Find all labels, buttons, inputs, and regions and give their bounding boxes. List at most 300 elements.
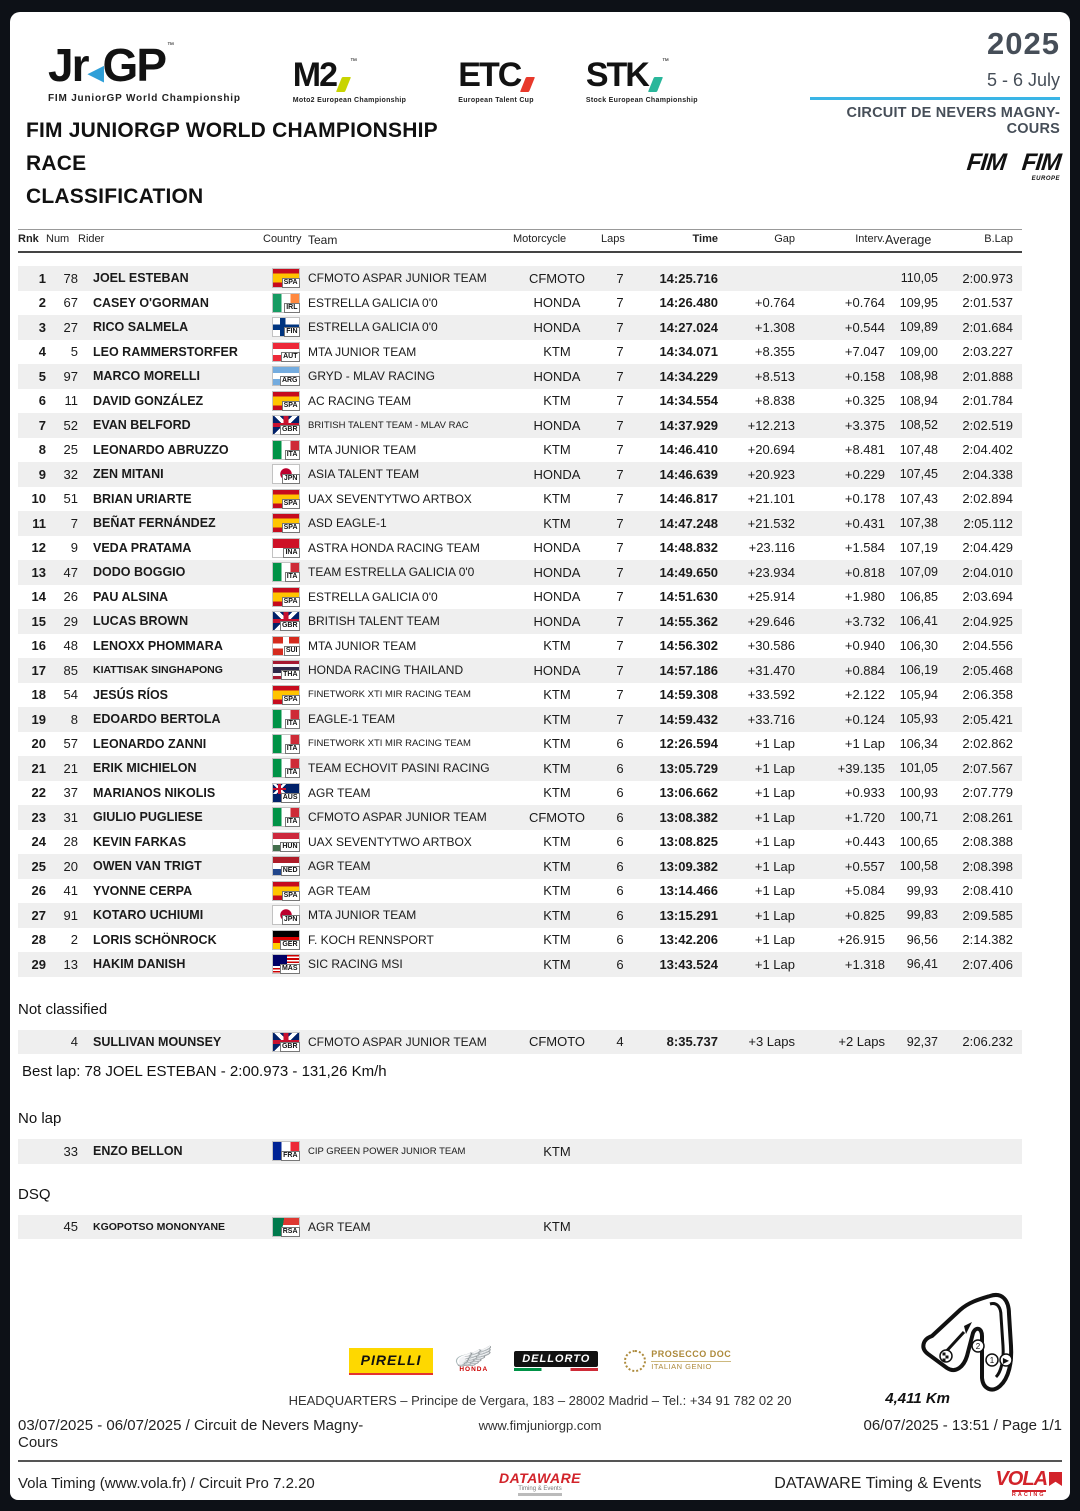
- cell-time: 14:55.362: [659, 613, 718, 629]
- flag-ina-icon: INA: [272, 538, 300, 558]
- cell-rider: LEO RAMMERSTORFER: [93, 344, 238, 359]
- cell-moto: KTM: [543, 858, 571, 874]
- cell-laps: 7: [616, 344, 624, 360]
- cell-rnk: 20: [31, 736, 46, 752]
- cell-country: [263, 856, 308, 876]
- cell-avg: 106,85: [899, 589, 938, 604]
- cell-moto: HONDA: [533, 295, 581, 311]
- cell-laps: 7: [616, 491, 624, 507]
- cell-moto: CFMOTO: [528, 1034, 586, 1050]
- cell-interv: +0.229: [844, 466, 885, 482]
- cell-rider: JOEL ESTEBAN: [93, 271, 189, 286]
- cell-num: 51: [63, 491, 78, 507]
- cell-gap: +29.646: [747, 613, 795, 629]
- cell-gap: +30.586: [747, 638, 795, 654]
- cell-moto: KTM: [543, 442, 571, 458]
- cell-moto: CFMOTO: [528, 270, 586, 286]
- flag-ita-icon: ITA: [272, 734, 300, 754]
- no-lap-label: No lap: [18, 1110, 62, 1127]
- flag-spa-icon: SPA: [272, 489, 300, 509]
- column-header-country: Country: [263, 233, 302, 245]
- cell-team: GRYD - MLAV RACING: [308, 369, 435, 384]
- cell-team: UAX SEVENTYTWO ARTBOX: [308, 834, 472, 849]
- cell-moto: KTM: [543, 834, 571, 850]
- cell-rider: DODO BOGGIO: [93, 565, 186, 580]
- cell-blap: 2:02.894: [962, 491, 1013, 507]
- cell-blap: 2:08.261: [962, 809, 1013, 825]
- flag-irl-icon: IRL: [272, 293, 300, 313]
- column-header-blap: B.Lap: [984, 233, 1013, 245]
- cell-rider: KIATTISAK SINGHAPONG: [93, 664, 223, 677]
- cell-rnk: 6: [38, 393, 46, 409]
- table-row: [18, 928, 1022, 953]
- cell-avg: 107,48: [899, 442, 938, 457]
- cell-interv: +5.084: [844, 883, 885, 899]
- cell-laps: 6: [616, 809, 624, 825]
- cell-gap: +23.116: [748, 540, 795, 556]
- jrgp-blue-accent-icon: ◂: [88, 56, 102, 89]
- cell-country: [263, 636, 308, 656]
- cell-rnk: 21: [31, 760, 46, 776]
- cell-team: MTA JUNIOR TEAM: [308, 442, 417, 457]
- cell-blap: 2:01.888: [962, 368, 1013, 384]
- stk-accent-icon: [648, 77, 663, 92]
- cell-laps: 7: [616, 417, 624, 433]
- not-classified-rows: [18, 1030, 1062, 1055]
- document-type-title: CLASSIFICATION: [26, 185, 204, 208]
- cell-team: AC RACING TEAM: [308, 393, 412, 408]
- cell-num: 33: [63, 1143, 78, 1159]
- stk-logo-subtitle: Stock European Championship: [585, 97, 698, 104]
- cell-laps: 7: [616, 613, 624, 629]
- cell-num: 47: [63, 564, 78, 580]
- column-header-time: Time: [692, 233, 718, 245]
- cell-country: [263, 587, 308, 607]
- cell-num: 91: [63, 907, 78, 923]
- cell-blap: 2:08.398: [962, 858, 1013, 874]
- cell-blap: 2:05.421: [962, 711, 1013, 727]
- table-row: [18, 707, 1022, 732]
- cell-team: CFMOTO ASPAR JUNIOR TEAM: [308, 1034, 487, 1049]
- cell-interv: +0.124: [844, 711, 885, 727]
- circuit-name: CIRCUIT DE NEVERS MAGNY-COURS: [846, 105, 1060, 137]
- cell-avg: 92,37: [906, 1034, 938, 1049]
- table-row: [18, 683, 1022, 708]
- m2-logo: M2 ™ Moto2 European Championship: [292, 56, 407, 104]
- flag-ita-icon: ITA: [272, 440, 300, 460]
- cell-rider: RICO SALMELA: [93, 320, 189, 335]
- cell-blap: 2:08.388: [962, 834, 1013, 850]
- table-row: [18, 634, 1022, 659]
- cell-gap: +20.694: [747, 442, 795, 458]
- table-row: [18, 413, 1022, 438]
- cell-country: [263, 954, 308, 974]
- cell-laps: 6: [616, 736, 624, 752]
- cell-team: CFMOTO ASPAR JUNIOR TEAM: [308, 271, 487, 286]
- table-row: [18, 609, 1022, 634]
- cell-rider: MARIANOS NIKOLIS: [93, 785, 216, 800]
- flag-fra-icon: FRA: [272, 1141, 300, 1161]
- cell-interv: +0.933: [844, 785, 885, 801]
- cell-time: 14:59.432: [659, 711, 718, 727]
- cell-num: 26: [63, 589, 78, 605]
- cell-interv: +0.940: [844, 638, 885, 654]
- cell-blap: 2:00.973: [962, 270, 1013, 286]
- cell-time: 13:08.382: [659, 809, 718, 825]
- cell-interv: +0.431: [844, 515, 885, 531]
- cell-gap: +1 Lap: [754, 785, 795, 801]
- cell-gap: +1 Lap: [754, 760, 795, 776]
- cell-avg: 107,45: [899, 467, 938, 482]
- cell-num: 13: [63, 956, 78, 972]
- sponsor-logos: [18, 1343, 1062, 1379]
- table-row: [18, 805, 1022, 830]
- cell-laps: 6: [616, 907, 624, 923]
- cell-interv: +0.557: [844, 858, 885, 874]
- cell-interv: +0.764: [844, 295, 885, 311]
- cell-blap: 2:03.227: [962, 344, 1013, 360]
- cell-rnk: 28: [31, 932, 46, 948]
- cell-blap: 2:04.429: [962, 540, 1013, 556]
- cell-blap: 2:07.406: [962, 956, 1013, 972]
- cell-gap: +1 Lap: [754, 858, 795, 874]
- cell-num: 31: [63, 809, 78, 825]
- cell-rider: CASEY O'GORMAN: [93, 295, 209, 310]
- fim-europe-logo: FIM EUROPE: [1020, 149, 1062, 182]
- session-title: RACE: [26, 152, 87, 175]
- cell-team: F. KOCH RENNSPORT: [308, 932, 434, 947]
- cell-country: [263, 440, 308, 460]
- cell-blap: 2:02.519: [962, 417, 1013, 433]
- cell-time: 14:51.630: [659, 589, 718, 605]
- table-row: [18, 340, 1022, 365]
- cell-interv: +3.732: [844, 613, 885, 629]
- jrgp-logo: Jr ◂ GP ™ FIM JuniorGP World Championship: [48, 39, 241, 104]
- cell-gap: +33.592: [747, 687, 795, 703]
- cell-blap: 2:08.410: [962, 883, 1013, 899]
- table-row: [18, 830, 1022, 855]
- column-header-gap: Gap: [774, 233, 795, 245]
- cell-gap: +23.934: [747, 564, 795, 580]
- event-dates-circuit: 03/07/2025 - 06/07/2025 / Circuit de Nevers Magny-Cours: [18, 1417, 364, 1451]
- cell-team: EAGLE-1 TEAM: [308, 712, 396, 727]
- cell-moto: HONDA: [533, 319, 581, 335]
- cell-team: ASIA TALENT TEAM: [308, 467, 420, 482]
- cell-num: 20: [63, 858, 78, 874]
- cell-country: [263, 709, 308, 729]
- document-title-block: [26, 114, 698, 213]
- cell-avg: 100,58: [899, 859, 938, 874]
- cell-country: [263, 758, 308, 778]
- cell-interv: +0.325: [844, 393, 885, 409]
- cell-team: TEAM ECHOVIT PASINI RACING: [308, 761, 490, 776]
- cell-rnk: 17: [31, 662, 46, 678]
- cell-moto: KTM: [543, 711, 571, 727]
- cell-gap: +1 Lap: [754, 883, 795, 899]
- cell-avg: 109,89: [899, 320, 938, 335]
- cell-laps: 7: [616, 295, 624, 311]
- cell-avg: 107,09: [899, 565, 938, 580]
- cell-num: 97: [63, 368, 78, 384]
- stk-logo: STK ™ Stock European Championship: [585, 56, 698, 104]
- cell-rider: EDOARDO BERTOLA: [93, 712, 221, 727]
- cell-avg: 100,71: [899, 810, 938, 825]
- best-lap-line: Best lap: 78 JOEL ESTEBAN - 2:00.973 - 131,26 Km/h: [22, 1063, 387, 1080]
- m2-logo-subtitle: Moto2 European Championship: [292, 97, 407, 104]
- cell-team: FINETWORK XTI MIR RACING TEAM: [308, 738, 471, 750]
- cell-rnk: 3: [38, 319, 46, 335]
- prosecco-logo: PROSECCO DOC ITALIAN GENIO: [624, 1350, 731, 1372]
- cell-rider: EVAN BELFORD: [93, 418, 191, 433]
- cell-country: [263, 1217, 308, 1237]
- etc-logo-subtitle: European Talent Cup: [458, 97, 534, 104]
- footer-divider: [18, 1460, 1062, 1462]
- cell-num: 4: [70, 1034, 78, 1050]
- cell-laps: 6: [616, 760, 624, 776]
- cell-time: 14:48.832: [659, 540, 718, 556]
- cell-blap: 2:04.338: [962, 466, 1013, 482]
- cell-moto: HONDA: [533, 613, 581, 629]
- cell-moto: HONDA: [533, 368, 581, 384]
- cell-laps: 7: [616, 393, 624, 409]
- cell-gap: +33.716: [747, 711, 795, 727]
- website-link[interactable]: www.fimjuniorgp.com: [478, 1418, 602, 1433]
- cell-blap: 2:07.779: [962, 785, 1013, 801]
- cell-country: [263, 464, 308, 484]
- cell-gap: +21.532: [747, 515, 795, 531]
- cell-rider: HAKIM DANISH: [93, 957, 186, 972]
- cell-time: 14:49.650: [659, 564, 718, 580]
- cell-gap: +8.838: [754, 393, 795, 409]
- flag-spa-icon: SPA: [272, 391, 300, 411]
- flag-jpn-icon: JPN: [272, 464, 300, 484]
- table-body: [18, 253, 1062, 977]
- flag-rsa-icon: RSA: [272, 1217, 300, 1237]
- cell-interv: +0.884: [844, 662, 885, 678]
- cell-time: 13:06.662: [659, 785, 718, 801]
- cell-num: 52: [63, 417, 78, 433]
- headquarters-line: HEADQUARTERS – Principe de Vergara, 183 – 28002 Madrid – Tel.: +34 91 782 02 20: [288, 1393, 792, 1408]
- cell-avg: 100,65: [899, 834, 938, 849]
- cell-rider: KGOPOTSO MONONYANE: [93, 1220, 226, 1233]
- cell-laps: 7: [616, 270, 624, 286]
- cell-country: [263, 513, 308, 533]
- table-row: [18, 756, 1022, 781]
- cell-team: TEAM ESTRELLA GALICIA 0'0: [308, 565, 475, 580]
- cell-gap: +1 Lap: [754, 736, 795, 752]
- cell-gap: +1 Lap: [754, 834, 795, 850]
- cell-laps: 7: [616, 319, 624, 335]
- cell-avg: 105,94: [899, 687, 938, 702]
- cell-blap: 2:06.358: [962, 687, 1013, 703]
- table-row: [18, 1030, 1022, 1055]
- cell-team: HONDA RACING THAILAND: [308, 663, 464, 678]
- cell-laps: 7: [616, 564, 624, 580]
- cell-gap: +1 Lap: [754, 907, 795, 923]
- table-row: [18, 952, 1022, 977]
- cell-time: 14:56.302: [659, 638, 718, 654]
- cell-country: [263, 538, 308, 558]
- cell-team: AGR TEAM: [308, 785, 371, 800]
- cell-country: [263, 832, 308, 852]
- cell-rider: MARCO MORELLI: [93, 369, 200, 384]
- cell-moto: HONDA: [533, 417, 581, 433]
- cell-blap: 2:02.862: [962, 736, 1013, 752]
- print-info: 06/07/2025 - 13:51 / Page 1/1: [863, 1417, 1062, 1434]
- cell-interv: +2.122: [844, 687, 885, 703]
- cell-gap: +3 Laps: [748, 1034, 795, 1050]
- table-row: [18, 560, 1022, 585]
- cell-num: 85: [63, 662, 78, 678]
- table-row: [18, 364, 1022, 389]
- cell-num: 27: [63, 319, 78, 335]
- cell-laps: 7: [616, 589, 624, 605]
- cell-gap: +31.470: [747, 662, 795, 678]
- svg-text:▶: ▶: [1002, 1356, 1010, 1365]
- cell-rnk: 8: [38, 442, 46, 458]
- cell-rider: LORIS SCHÖNROCK: [93, 932, 217, 947]
- flag-spa-icon: SPA: [272, 513, 300, 533]
- cell-avg: 107,43: [899, 491, 938, 506]
- etc-accent-icon: [520, 77, 535, 92]
- cell-laps: 7: [616, 466, 624, 482]
- table-row: [18, 266, 1022, 291]
- cell-interv: +0.443: [844, 834, 885, 850]
- cell-rnk: 15: [31, 613, 46, 629]
- table-row: [18, 438, 1022, 463]
- cell-moto: KTM: [543, 638, 571, 654]
- cell-country: [263, 415, 308, 435]
- cell-avg: 109,00: [899, 344, 938, 359]
- cell-avg: 96,56: [906, 932, 938, 947]
- cell-team: AGR TEAM: [308, 859, 371, 874]
- cell-blap: 2:14.382: [962, 932, 1013, 948]
- cell-rnk: 25: [31, 858, 46, 874]
- cell-avg: 108,94: [899, 393, 938, 408]
- cell-time: 12:26.594: [659, 736, 718, 752]
- cell-gap: +20.923: [747, 466, 795, 482]
- cell-avg: 99,93: [906, 883, 938, 898]
- flag-gbr-icon: GBR: [272, 1032, 300, 1052]
- cell-gap: +0.764: [754, 295, 795, 311]
- table-row: [18, 1215, 1022, 1240]
- cell-blap: 2:05.112: [963, 515, 1013, 531]
- cell-interv: +1.720: [844, 809, 885, 825]
- flag-spa-icon: SPA: [272, 685, 300, 705]
- cell-country: [263, 783, 308, 803]
- cell-country: [263, 734, 308, 754]
- honda-wing-icon: 🪽: [453, 1345, 494, 1368]
- cell-rider: BEÑAT FERNÁNDEZ: [93, 516, 216, 531]
- cell-gap: +1 Lap: [754, 809, 795, 825]
- column-header-rnk: Rnk: [18, 233, 39, 245]
- cell-country: [263, 807, 308, 827]
- table-row: [18, 879, 1022, 904]
- cell-country: [263, 611, 308, 631]
- cell-team: MTA JUNIOR TEAM: [308, 638, 417, 653]
- cell-gap: +1 Lap: [754, 956, 795, 972]
- cell-avg: 107,19: [899, 540, 938, 555]
- cell-rider: JESÚS RÍOS: [93, 687, 169, 702]
- cell-moto: KTM: [543, 515, 571, 531]
- column-header-rider: Rider: [78, 233, 105, 245]
- cell-rnk: 19: [31, 711, 46, 727]
- cell-laps: 6: [616, 858, 624, 874]
- cell-time: 13:43.524: [659, 956, 718, 972]
- cell-num: 67: [63, 295, 78, 311]
- cell-moto: KTM: [543, 760, 571, 776]
- cell-interv: +0.818: [844, 564, 885, 580]
- vola-timing-line: Vola Timing (www.vola.fr) / Circuit Pro 7.2.20: [18, 1475, 315, 1493]
- flag-gbr-icon: GBR: [272, 415, 300, 435]
- cell-num: 45: [63, 1219, 78, 1235]
- cell-interv: +7.047: [844, 344, 885, 360]
- cell-rider: DAVID GONZÁLEZ: [93, 393, 204, 408]
- cell-num: 9: [70, 540, 78, 556]
- prosecco-medal-icon: [624, 1350, 646, 1372]
- not-classified-label: Not classified: [18, 1000, 108, 1018]
- flag-hun-icon: HUN: [272, 832, 300, 852]
- column-header-average: Average: [885, 233, 932, 247]
- column-header-num: Num: [46, 233, 70, 245]
- cell-avg: 100,93: [899, 785, 938, 800]
- cell-team: BRITISH TALENT TEAM - MLAV RAC: [308, 419, 469, 431]
- cell-rnk: 14: [31, 589, 46, 605]
- cell-rnk: 18: [31, 687, 46, 703]
- cell-laps: 7: [616, 442, 624, 458]
- cell-time: 14:46.817: [659, 491, 718, 507]
- cell-country: [263, 660, 308, 680]
- cell-team: FINETWORK XTI MIR RACING TEAM: [308, 689, 471, 701]
- cell-country: [263, 489, 308, 509]
- cell-rider: KOTARO UCHIUMI: [93, 908, 204, 923]
- event-meta: [810, 12, 1062, 213]
- cell-rider: BRIAN URIARTE: [93, 491, 192, 506]
- cell-team: MTA JUNIOR TEAM: [308, 344, 417, 359]
- cell-num: 8: [70, 711, 78, 727]
- cell-team: AGR TEAM: [308, 1219, 371, 1234]
- flag-ita-icon: ITA: [272, 758, 300, 778]
- flag-jpn-icon: JPN: [272, 905, 300, 925]
- cell-laps: 7: [616, 638, 624, 654]
- vola-logo: VOLA RACING: [995, 1469, 1062, 1499]
- cell-interv: +1.980: [844, 589, 885, 605]
- cell-num: 21: [63, 760, 78, 776]
- cell-moto: HONDA: [533, 540, 581, 556]
- cell-team: ASTRA HONDA RACING TEAM: [308, 540, 480, 555]
- cell-gap: +12.213: [747, 417, 795, 433]
- cell-laps: 6: [616, 785, 624, 801]
- cell-time: 14:26.480: [659, 295, 718, 311]
- cell-rider: LEONARDO ABRUZZO: [93, 442, 229, 457]
- cell-time: 13:42.206: [659, 932, 718, 948]
- cell-time: 14:34.071: [659, 344, 718, 360]
- cell-rider: GIULIO PUGLIESE: [93, 810, 203, 825]
- flag-spa-icon: SPA: [272, 268, 300, 288]
- cell-interv: +2 Laps: [838, 1034, 885, 1050]
- flag-spa-icon: SPA: [272, 881, 300, 901]
- cell-moto: KTM: [543, 393, 571, 409]
- table-row: [18, 658, 1022, 683]
- cell-blap: 2:04.925: [962, 613, 1013, 629]
- cell-rnk: 2: [38, 295, 46, 311]
- honda-logo: 🪽 HONDA: [453, 1345, 494, 1373]
- cell-team: ESTRELLA GALICIA 0'0: [308, 320, 438, 335]
- cell-moto: KTM: [543, 687, 571, 703]
- cell-avg: 106,41: [899, 614, 938, 629]
- cell-rider: LEONARDO ZANNI: [93, 736, 207, 751]
- svg-text:1: 1: [989, 1356, 995, 1365]
